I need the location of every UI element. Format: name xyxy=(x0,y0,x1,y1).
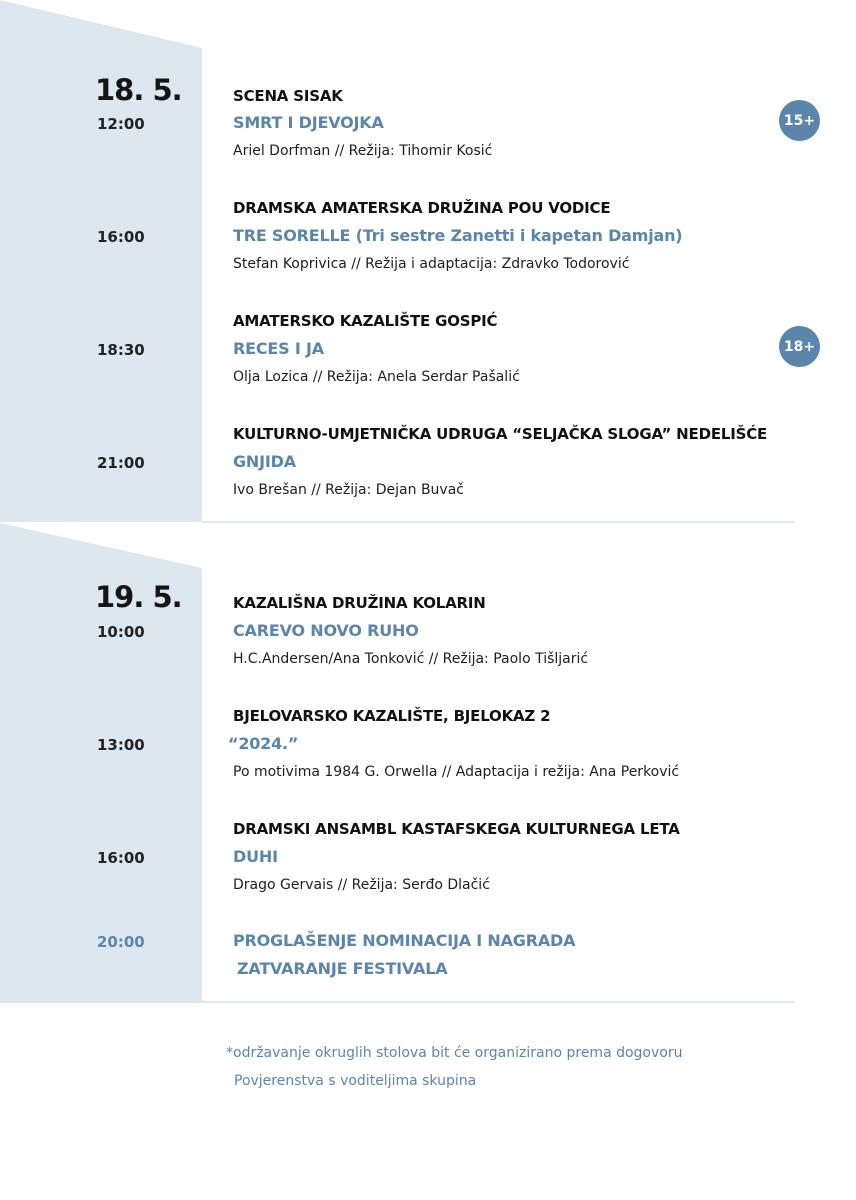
age-rating-badge: 15+ xyxy=(779,100,820,141)
play-title: CAREVO NOVO RUHO xyxy=(233,621,419,640)
credits: Ivo Brešan // Režija: Dejan Buvač xyxy=(233,482,464,498)
play-title: RECES I JA xyxy=(233,339,324,358)
company-name: AMATERSKO KAZALIŠTE GOSPIĆ xyxy=(233,312,498,330)
credits: Olja Lozica // Režija: Anela Serdar Pašalić xyxy=(233,369,520,385)
awards-announcement: PROGLAŠENJE NOMINACIJA I NAGRADA xyxy=(233,931,576,950)
date-heading: 19. 5. xyxy=(95,580,182,614)
age-rating-badge: 18+ xyxy=(779,326,820,367)
company-name: KULTURNO-UMJETNIČKA UDRUGA “SELJAČKA SLOGA” NEDELIŠĆE xyxy=(233,425,768,443)
company-name: KAZALIŠNA DRUŽINA KOLARIN xyxy=(233,594,486,612)
play-title: DUHI xyxy=(233,847,278,866)
event-time: 13:00 xyxy=(97,736,145,754)
day1-separator xyxy=(202,521,794,523)
event-time: 10:00 xyxy=(97,623,145,641)
credits: Stefan Koprivica // Režija i adaptacija: Zdravko Todorović xyxy=(233,256,630,272)
company-name: DRAMSKA AMATERSKA DRUŽINA POU VODICE xyxy=(233,199,611,217)
date-heading: 18. 5. xyxy=(95,73,182,107)
event-time: 16:00 xyxy=(97,849,145,867)
credits: Po motivima 1984 G. Orwella // Adaptacija i režija: Ana Perković xyxy=(233,764,680,780)
company-name: SCENA SISAK xyxy=(233,87,343,105)
credits: H.C.Andersen/Ana Tonković // Režija: Paolo Tišljarić xyxy=(233,651,589,667)
event-time: 12:00 xyxy=(97,115,145,133)
event-time: 21:00 xyxy=(97,454,145,472)
event-time: 16:00 xyxy=(97,228,145,246)
credits: Ariel Dorfman // Režija: Tihomir Kosić xyxy=(233,143,493,159)
footnote-line: Povjerenstva s voditeljima skupina xyxy=(234,1073,477,1089)
company-name: BJELOVARSKO KAZALIŠTE, BJELOKAZ 2 xyxy=(233,707,551,725)
credits: Drago Gervais // Režija: Serđo Dlačić xyxy=(233,877,490,893)
play-title: GNJIDA xyxy=(233,452,296,471)
event-time: 20:00 xyxy=(97,933,145,951)
play-title: “2024.” xyxy=(228,734,299,753)
festival-closing: ZATVARANJE FESTIVALA xyxy=(237,959,448,978)
company-name: DRAMSKI ANSAMBL KASTAFSKEGA KULTURNEGA LETA xyxy=(233,820,680,838)
play-title: TRE SORELLE (Tri sestre Zanetti i kapetan Damjan) xyxy=(233,226,683,245)
day2-separator xyxy=(202,1001,794,1003)
event-time: 18:30 xyxy=(97,341,145,359)
play-title: SMRT I DJEVOJKA xyxy=(233,113,384,132)
footnote-line: *održavanje okruglih stolova bit će organizirano prema dogovoru xyxy=(226,1045,683,1061)
